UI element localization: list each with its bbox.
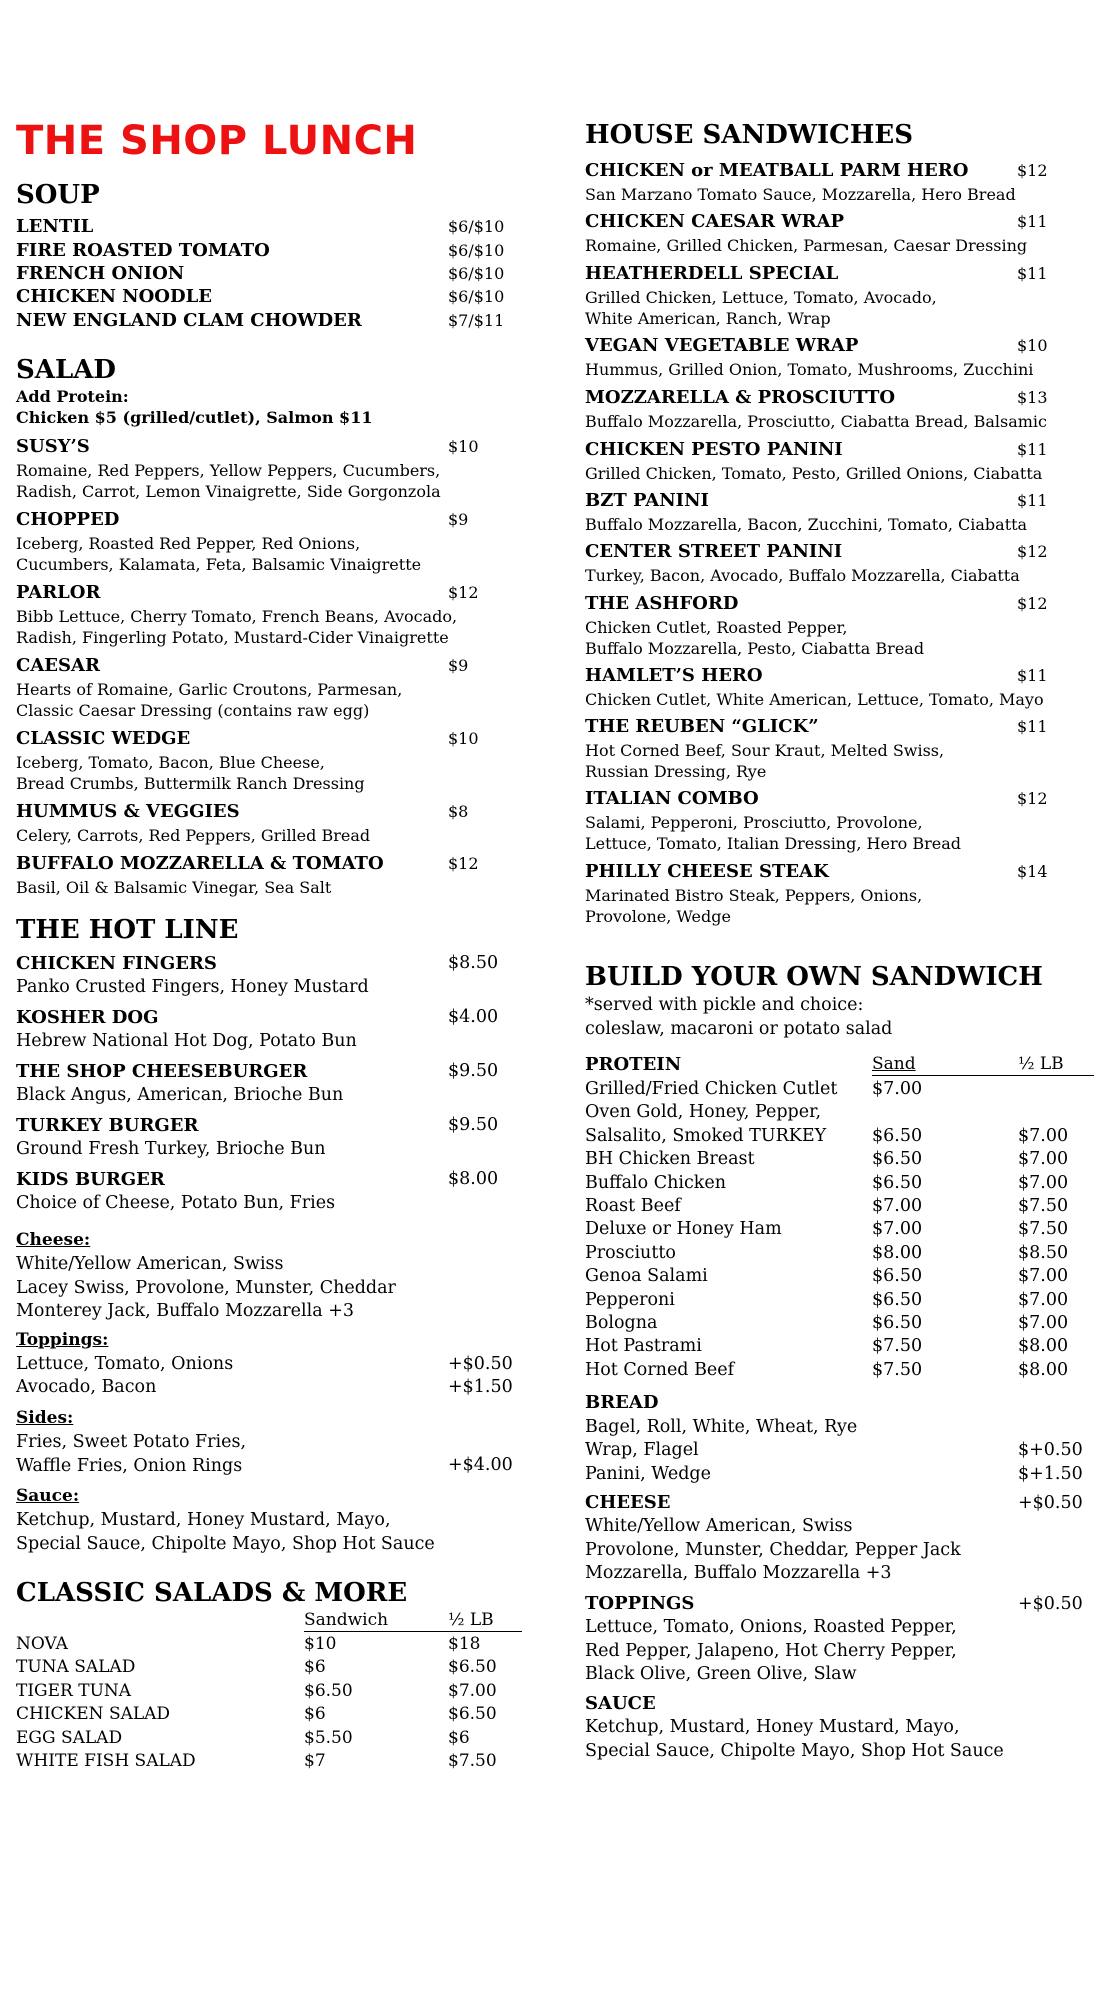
house-item-price: $12 — [1017, 161, 1048, 180]
byo-protein-sand: $6.50 — [872, 1172, 923, 1193]
byo-protein-name: Salsalito, Smoked TURKEY — [585, 1125, 827, 1146]
byo-protein-halflb: $8.00 — [1018, 1359, 1069, 1380]
classic-row-halflb: $6 — [448, 1727, 470, 1748]
byo-cheese-lines — [585, 1515, 961, 1586]
hotline-item-name: KOSHER DOG — [16, 1007, 159, 1028]
byo-protein-label: PROTEIN — [585, 1054, 682, 1075]
house-item-desc: Turkey, Bacon, Avocado, Buffalo Mozzarella, Ciabatta — [585, 566, 1020, 585]
house-item-desc: Salami, Pepperoni, Prosciutto, Provolone, — [585, 813, 923, 832]
byo-protein-name: Hot Corned Beef — [585, 1359, 735, 1380]
byo-protein-halflb: $7.50 — [1018, 1219, 1069, 1240]
byo-col-halflb: ½ LB — [1018, 1054, 1064, 1074]
hotline-item-name: TURKEY BURGER — [16, 1115, 199, 1136]
house-item-name: THE REUBEN “GLICK” — [585, 716, 819, 737]
house-item-desc: Chicken Cutlet, Roasted Pepper, — [585, 618, 848, 637]
house-item-desc: Buffalo Mozzarella, Bacon, Zucchini, Tomato, Ciabatta — [585, 515, 1028, 534]
byo-cheese-line: Mozzarella, Buffalo Mozzarella +3 — [585, 1563, 892, 1583]
salad-item-desc: Bread Crumbs, Buttermilk Ranch Dressing — [16, 774, 365, 793]
house-item-price: $12 — [1017, 789, 1048, 808]
salad-item-desc: Radish, Carrot, Lemon Vinaigrette, Side Gorgonzola — [16, 482, 441, 501]
byo-protein-name: Prosciutto — [585, 1242, 676, 1263]
classic-row-sandwich: $6 — [304, 1657, 326, 1678]
salad-item-desc: Bibb Lettuce, Cherry Tomato, French Beans, Avocado, — [16, 607, 458, 626]
byo-protein-sand: $8.00 — [872, 1242, 923, 1263]
house-item-desc: Hot Corned Beef, Sour Kraut, Melted Swiss, — [585, 741, 945, 760]
byo-protein-halflb: $7.00 — [1018, 1172, 1069, 1193]
soup-item-name: FIRE ROASTED TOMATO — [16, 240, 270, 261]
byo-toppings-label: TOPPINGS — [585, 1593, 695, 1614]
salad-item-desc: Iceberg, Tomato, Bacon, Blue Cheese, — [16, 753, 325, 772]
byo-note — [585, 994, 892, 1041]
byo-protein-sand: $7.00 — [872, 1196, 923, 1216]
soup-heading: SOUP — [16, 180, 100, 210]
classic-row-halflb: $6.50 — [448, 1704, 497, 1725]
salad-item-price: $12 — [448, 854, 479, 873]
house-item-price: $11 — [1017, 717, 1048, 736]
house-item-name: HEATHERDELL SPECIAL — [585, 263, 839, 284]
house-item-name: THE ASHFORD — [585, 593, 739, 614]
soup-item-price: $6/$10 — [448, 217, 505, 236]
house-item-name: CENTER STREET PANINI — [585, 541, 843, 562]
soup-item-name: NEW ENGLAND CLAM CHOWDER — [16, 310, 362, 331]
house-item-desc: Buffalo Mozzarella, Pesto, Ciabatta Bread — [585, 639, 925, 658]
salad-item-name: SUSY’S — [16, 436, 90, 457]
house-item-name: CHICKEN CAESAR WRAP — [585, 211, 845, 232]
salad-item-price: $8 — [448, 802, 469, 821]
byo-protein-halflb: $7.00 — [1018, 1313, 1069, 1333]
byo-protein-name: Pepperoni — [585, 1289, 675, 1310]
hot-sauce-lines — [16, 1509, 435, 1556]
byo-note-line: *served with pickle and choice: — [585, 995, 864, 1015]
byo-protein-name: BH Chicken Breast — [585, 1149, 755, 1170]
salad-item-price: $10 — [448, 729, 479, 748]
byo-sauce-line: Special Sauce, Chipolte Mayo, Shop Hot Sauce — [585, 1740, 1004, 1761]
hot-sides-price: +$4.00 — [448, 1455, 513, 1475]
salad-item-price: $9 — [448, 510, 469, 529]
byo-cheese-price: +$0.50 — [1018, 1493, 1083, 1513]
hotline-item-price: $9.50 — [448, 1115, 499, 1135]
menu-title: THE SHOP LUNCH — [16, 118, 418, 164]
salad-item-price: $9 — [448, 656, 469, 675]
byo-cheese-line: Provolone, Munster, Cheddar, Pepper Jack — [585, 1539, 961, 1560]
byo-bread-price: $+0.50 — [1018, 1440, 1083, 1461]
hotline-item-price: $8.00 — [448, 1169, 499, 1189]
hot-sauce-line: Special Sauce, Chipolte Mayo, Shop Hot Sauce — [16, 1533, 435, 1554]
soup-item-name: LENTIL — [16, 216, 94, 237]
salad-item-desc: Basil, Oil & Balsamic Vinegar, Sea Salt — [16, 878, 332, 897]
byo-protein-halflb: $8.50 — [1018, 1242, 1069, 1263]
house-item-desc: Grilled Chicken, Lettuce, Tomato, Avocado, — [585, 288, 937, 307]
byo-toppings-price: +$0.50 — [1018, 1594, 1083, 1614]
soup-item-price: $6/$10 — [448, 287, 505, 306]
classic-row-sandwich: $6 — [304, 1704, 326, 1725]
house-item-price: $14 — [1017, 862, 1048, 881]
salad-item-desc: Hearts of Romaine, Garlic Croutons, Parmesan, — [16, 680, 403, 699]
classic-row-name: WHITE FISH SALAD — [16, 1751, 196, 1771]
salad-item-price: $12 — [448, 583, 479, 602]
house-item-desc: White American, Ranch, Wrap — [585, 309, 831, 328]
byo-sauce-line: Ketchup, Mustard, Honey Mustard, Mayo, — [585, 1717, 960, 1737]
add-protein-label: Add Protein: — [16, 387, 129, 406]
byo-protein-halflb: $7.00 — [1018, 1289, 1069, 1310]
byo-protein-sand: $6.50 — [872, 1266, 923, 1287]
hot-sides-line: Fries, Sweet Potato Fries, — [16, 1432, 247, 1452]
hotline-item-price: $9.50 — [448, 1061, 499, 1081]
byo-protein-sand: $6.50 — [872, 1313, 923, 1333]
hotline-item-desc: Hebrew National Hot Dog, Potato Bun — [16, 1031, 357, 1051]
house-item-desc: Chicken Cutlet, White American, Lettuce, Tomato, Mayo — [585, 690, 1044, 709]
byo-protein-sand: $7.00 — [872, 1079, 923, 1099]
hot-topping-text: Lettuce, Tomato, Onions — [16, 1354, 234, 1374]
hot-topping-price: +$1.50 — [448, 1377, 513, 1397]
byo-bread-text: Wrap, Flagel — [585, 1440, 699, 1461]
byo-protein-sand: $6.50 — [872, 1149, 923, 1170]
classic-heading: CLASSIC SALADS & MORE — [16, 1578, 408, 1608]
classic-row-halflb: $6.50 — [448, 1657, 497, 1678]
house-item-desc: Hummus, Grilled Onion, Tomato, Mushrooms, Zucchini — [585, 360, 1034, 379]
byo-protein-name: Bologna — [585, 1313, 658, 1333]
byo-bread-label: BREAD — [585, 1392, 659, 1413]
classic-row-sandwich: $5.50 — [304, 1727, 353, 1748]
house-item-desc: Marinated Bistro Steak, Peppers, Onions, — [585, 886, 923, 905]
byo-protein-name: Roast Beef — [585, 1196, 681, 1216]
hot-sauce-line: Ketchup, Mustard, Honey Mustard, Mayo, — [16, 1510, 391, 1530]
house-item-name: ITALIAN COMBO — [585, 788, 759, 809]
byo-protein-sand: $7.50 — [872, 1336, 923, 1357]
salad-item-desc: Celery, Carrots, Red Peppers, Grilled Bread — [16, 826, 371, 845]
hot-sides-lines — [16, 1431, 246, 1478]
hot-cheese-line: Lacey Swiss, Provolone, Munster, Cheddar — [16, 1277, 396, 1298]
hot-sides-label: Sides: — [16, 1408, 74, 1428]
house-item-name: BZT PANINI — [585, 490, 709, 511]
byo-note-line: coleslaw, macaroni or potato salad — [585, 1018, 893, 1039]
hotline-item-desc: Choice of Cheese, Potato Bun, Fries — [16, 1193, 336, 1213]
soup-item-price: $7/$11 — [448, 311, 505, 330]
hot-toppings-label: Toppings: — [16, 1330, 109, 1350]
hot-cheese-line: White/Yellow American, Swiss — [16, 1254, 284, 1274]
house-item-name: MOZZARELLA & PROSCIUTTO — [585, 387, 896, 408]
salad-item-desc: Classic Caesar Dressing (contains raw egg) — [16, 701, 370, 720]
hotline-heading: THE HOT LINE — [16, 915, 239, 945]
classic-row-sandwich: $7 — [304, 1751, 326, 1771]
classic-col-sandwich: Sandwich — [304, 1610, 389, 1630]
house-item-name: CHICKEN or MEATBALL PARM HERO — [585, 160, 969, 181]
hot-cheese-lines — [16, 1253, 396, 1324]
soup-item-name: CHICKEN NOODLE — [16, 286, 212, 307]
salad-item-name: CAESAR — [16, 655, 100, 676]
hotline-item-desc: Panko Crusted Fingers, Honey Mustard — [16, 977, 369, 997]
byo-protein-name: Buffalo Chicken — [585, 1172, 726, 1193]
byo-cheese-label: CHEESE — [585, 1492, 671, 1513]
hotline-item-name: THE SHOP CHEESEBURGER — [16, 1061, 308, 1082]
byo-protein-name: Deluxe or Honey Ham — [585, 1219, 782, 1240]
salad-heading: SALAD — [16, 355, 116, 385]
byo-protein-sand: $7.50 — [872, 1359, 923, 1380]
byo-header-rule — [872, 1075, 1094, 1076]
classic-row-name: NOVA — [16, 1634, 68, 1654]
hotline-item-price: $4.00 — [448, 1007, 499, 1027]
byo-protein-name: Grilled/Fried Chicken Cutlet — [585, 1079, 838, 1099]
byo-protein-halflb: $7.00 — [1018, 1149, 1069, 1170]
house-item-price: $11 — [1017, 666, 1048, 685]
house-item-price: $11 — [1017, 440, 1048, 459]
hotline-item-price: $8.50 — [448, 953, 499, 973]
house-heading: HOUSE SANDWICHES — [585, 120, 914, 150]
byo-cheese-line: White/Yellow American, Swiss — [585, 1516, 853, 1536]
salad-item-name: HUMMUS & VEGGIES — [16, 801, 240, 822]
house-item-price: $10 — [1017, 336, 1048, 355]
byo-toppings-lines — [585, 1616, 957, 1687]
house-item-desc: Romaine, Grilled Chicken, Parmesan, Caesar Dressing — [585, 236, 1028, 255]
byo-col-sand: Sand — [872, 1054, 916, 1074]
house-item-price: $12 — [1017, 594, 1048, 613]
salad-item-name: BUFFALO MOZZARELLA & TOMATO — [16, 853, 384, 874]
hot-sides-line: Waffle Fries, Onion Rings — [16, 1455, 243, 1476]
byo-protein-sand: $6.50 — [872, 1125, 923, 1146]
classic-row-halflb: $7.00 — [448, 1680, 497, 1701]
byo-protein-name: Oven Gold, Honey, Pepper, — [585, 1102, 822, 1123]
hotline-item-name: KIDS BURGER — [16, 1169, 165, 1190]
classic-col-halflb: ½ LB — [448, 1610, 494, 1630]
byo-bread-price: $+1.50 — [1018, 1463, 1083, 1484]
soup-item-name: FRENCH ONION — [16, 263, 185, 284]
house-item-name: HAMLET’S HERO — [585, 665, 763, 686]
byo-protein-sand: $7.00 — [872, 1219, 923, 1240]
soup-item-price: $6/$10 — [448, 264, 505, 283]
house-item-name: CHICKEN PESTO PANINI — [585, 439, 843, 460]
add-protein-options: Chicken $5 (grilled/cutlet), Salmon $11 — [16, 408, 373, 427]
classic-row-halflb: $7.50 — [448, 1751, 497, 1771]
house-item-name: PHILLY CHEESE STEAK — [585, 861, 829, 882]
byo-bread-text: Panini, Wedge — [585, 1463, 711, 1484]
classic-row-sandwich: $6.50 — [304, 1680, 353, 1701]
salad-item-desc: Radish, Fingerling Potato, Mustard-Cider Vinaigrette — [16, 628, 449, 647]
byo-toppings-line: Lettuce, Tomato, Onions, Roasted Pepper, — [585, 1617, 957, 1637]
house-item-desc: Buffalo Mozzarella, Prosciutto, Ciabatta Bread, Balsamic — [585, 412, 1047, 431]
byo-protein-halflb: $7.00 — [1018, 1266, 1069, 1287]
salad-item-desc: Cucumbers, Kalamata, Feta, Balsamic Vinaigrette — [16, 555, 422, 574]
classic-row-name: TUNA SALAD — [16, 1657, 136, 1678]
house-item-price: $11 — [1017, 212, 1048, 231]
house-item-price: $12 — [1017, 542, 1048, 561]
byo-sauce-lines — [585, 1716, 1004, 1763]
byo-protein-halflb: $8.00 — [1018, 1336, 1069, 1357]
house-item-price: $13 — [1017, 388, 1048, 407]
hot-cheese-line: Monterey Jack, Buffalo Mozzarella +3 — [16, 1301, 354, 1321]
classic-row-name: EGG SALAD — [16, 1727, 123, 1748]
salad-item-name: CLASSIC WEDGE — [16, 728, 191, 749]
hot-topping-price: +$0.50 — [448, 1354, 513, 1374]
byo-protein-sand: $6.50 — [872, 1289, 923, 1310]
house-item-price: $11 — [1017, 264, 1048, 283]
hotline-item-desc: Black Angus, American, Brioche Bun — [16, 1085, 344, 1105]
house-item-desc: San Marzano Tomato Sauce, Mozzarella, Hero Bread — [585, 185, 1016, 204]
byo-protein-halflb: $7.50 — [1018, 1196, 1069, 1216]
byo-toppings-line: Red Pepper, Jalapeno, Hot Cherry Pepper, — [585, 1640, 957, 1661]
house-item-desc: Lettuce, Tomato, Italian Dressing, Hero Bread — [585, 834, 961, 853]
salad-item-desc: Iceberg, Roasted Red Pepper, Red Onions, — [16, 534, 361, 553]
house-item-desc: Provolone, Wedge — [585, 907, 731, 926]
hotline-item-desc: Ground Fresh Turkey, Brioche Bun — [16, 1139, 326, 1159]
byo-protein-name: Genoa Salami — [585, 1266, 708, 1287]
classic-row-halflb: $18 — [448, 1634, 481, 1654]
byo-protein-name: Hot Pastrami — [585, 1336, 702, 1357]
byo-toppings-line: Black Olive, Green Olive, Slaw — [585, 1664, 857, 1684]
house-item-name: VEGAN VEGETABLE WRAP — [585, 335, 859, 356]
salad-item-name: CHOPPED — [16, 509, 120, 530]
classic-row-name: TIGER TUNA — [16, 1680, 132, 1701]
soup-item-price: $6/$10 — [448, 241, 505, 260]
salad-item-price: $10 — [448, 437, 479, 456]
classic-header-rule — [304, 1631, 522, 1632]
classic-row-name: CHICKEN SALAD — [16, 1704, 171, 1725]
salad-item-name: PARLOR — [16, 582, 101, 603]
hot-topping-text: Avocado, Bacon — [16, 1377, 157, 1397]
house-item-desc: Russian Dressing, Rye — [585, 762, 767, 781]
classic-row-sandwich: $10 — [304, 1634, 337, 1654]
hot-cheese-label: Cheese: — [16, 1230, 91, 1250]
byo-heading: BUILD YOUR OWN SANDWICH — [585, 962, 1043, 992]
hot-sauce-label: Sauce: — [16, 1486, 80, 1506]
byo-protein-halflb: $7.00 — [1018, 1125, 1069, 1146]
hotline-item-name: CHICKEN FINGERS — [16, 953, 217, 974]
byo-sauce-label: SAUCE — [585, 1693, 656, 1714]
house-item-price: $11 — [1017, 491, 1048, 510]
house-item-desc: Grilled Chicken, Tomato, Pesto, Grilled Onions, Ciabatta — [585, 464, 1043, 483]
byo-bread-text: Bagel, Roll, White, Wheat, Rye — [585, 1417, 858, 1437]
salad-item-desc: Romaine, Red Peppers, Yellow Peppers, Cucumbers, — [16, 461, 441, 480]
